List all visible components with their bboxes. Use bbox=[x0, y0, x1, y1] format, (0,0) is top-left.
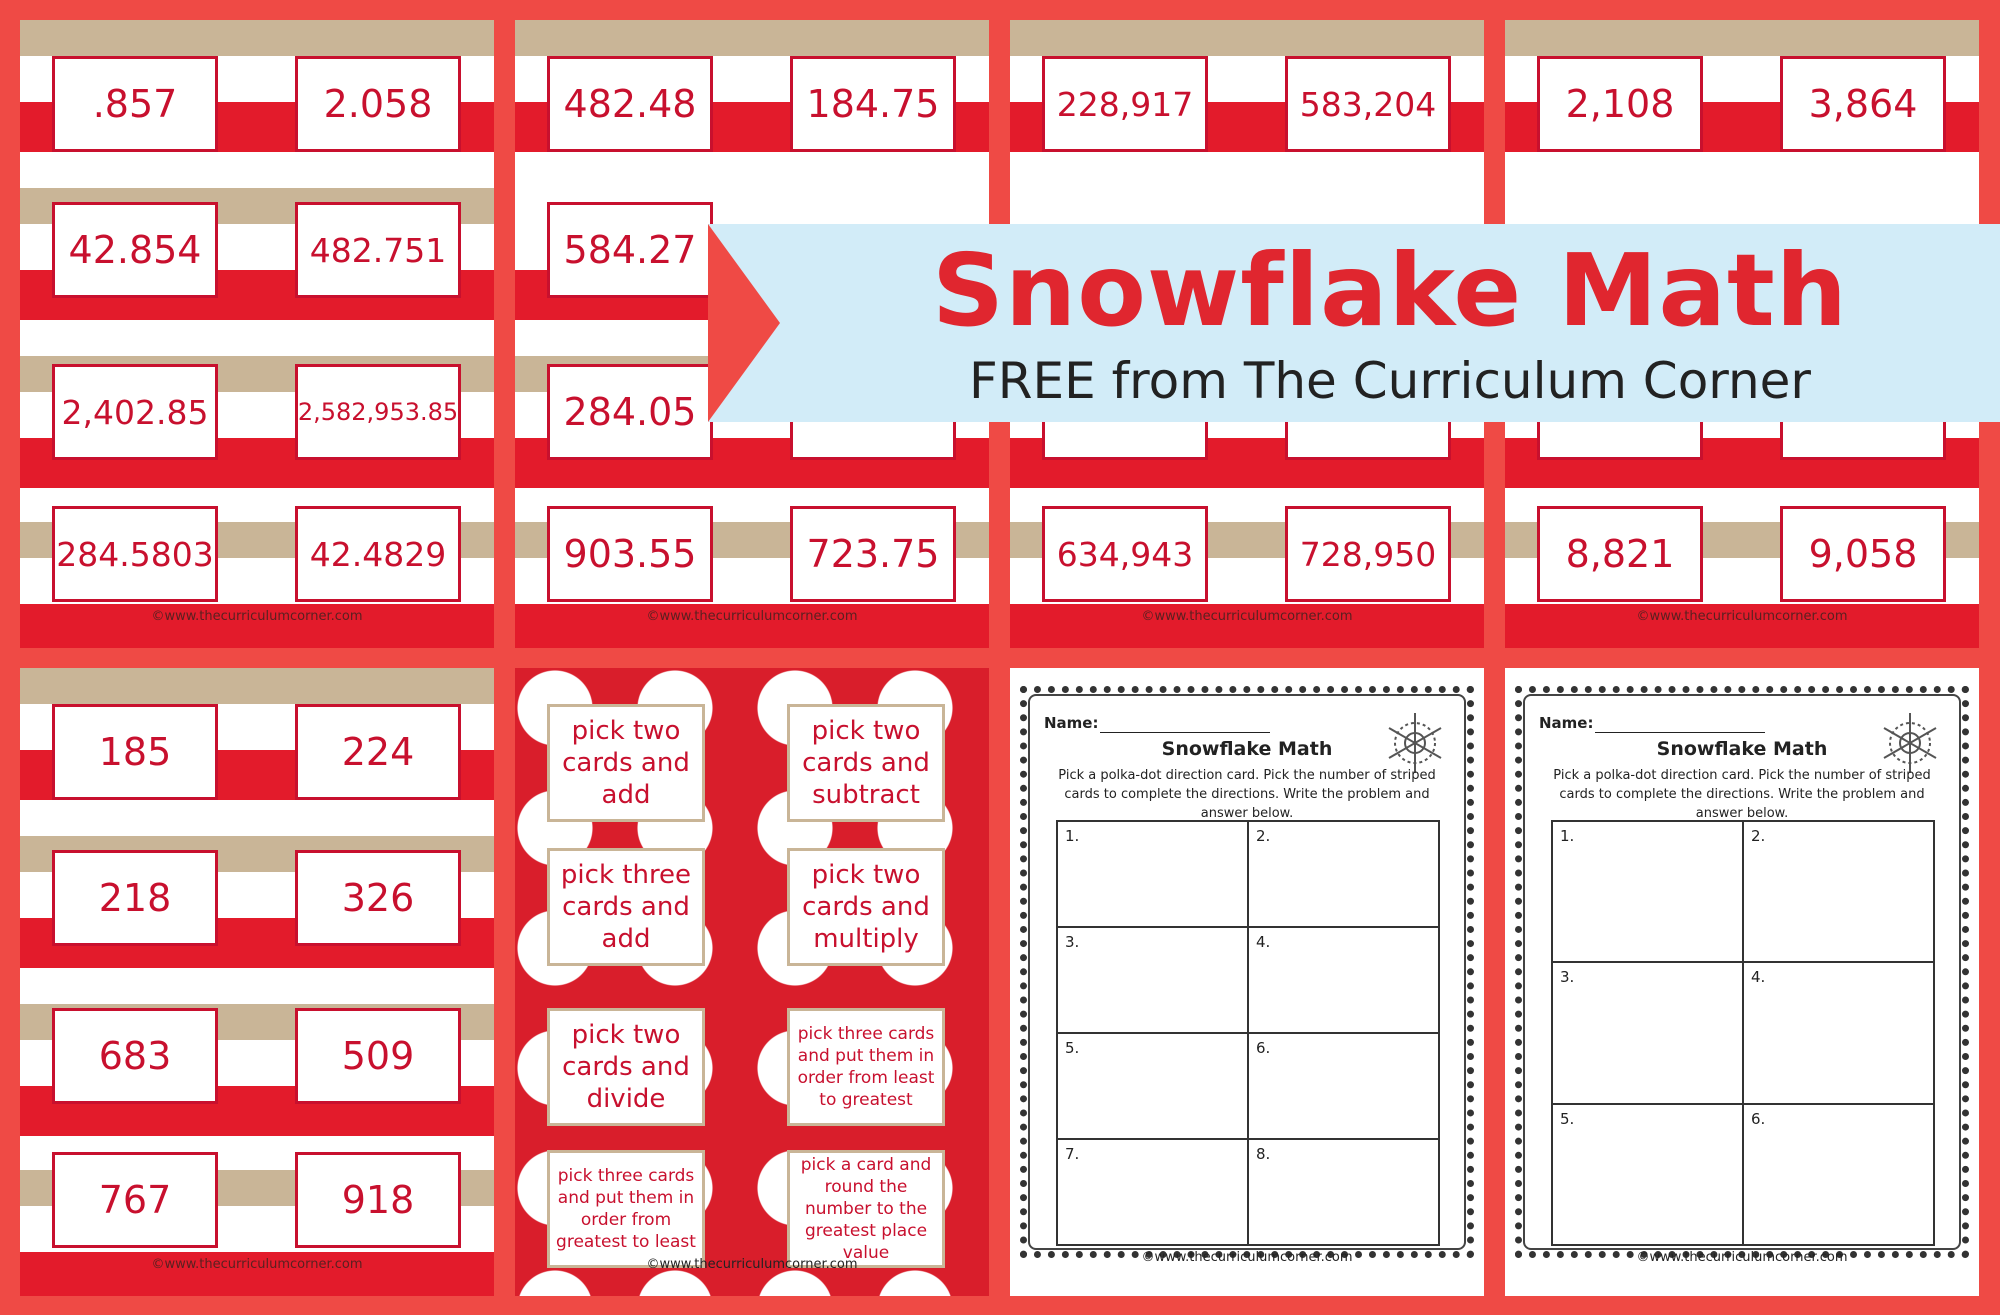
number-card: 8,821 bbox=[1537, 506, 1703, 602]
answer-cell: 1. bbox=[1552, 821, 1743, 962]
number-card: 2,582,953.85 bbox=[295, 364, 461, 460]
answer-cell: 6. bbox=[1248, 1033, 1439, 1139]
number-card: 584.27 bbox=[547, 202, 713, 298]
copyright: ©www.thecurriculumcorner.com bbox=[151, 1257, 363, 1272]
name-label: Name: bbox=[1044, 714, 1099, 732]
stripe bbox=[1505, 20, 1979, 56]
copyright: ©www.thecurriculumcorner.com bbox=[1141, 1250, 1353, 1265]
name-label: Name: bbox=[1539, 714, 1594, 732]
worksheet-instructions: Pick a polka-dot direction card. Pick the number of striped cards to complete the directions. Write the problem and answer below. bbox=[1553, 768, 1931, 821]
number-card: 284.5803 bbox=[52, 506, 218, 602]
number-card: 728,950 bbox=[1285, 506, 1451, 602]
answer-cell: 6. bbox=[1743, 1104, 1934, 1245]
answer-cell: 8. bbox=[1248, 1139, 1439, 1245]
answer-cell: 5. bbox=[1057, 1033, 1248, 1139]
direction-card: pick a card and round the number to the greatest place value bbox=[787, 1150, 945, 1268]
number-card: 918 bbox=[295, 1152, 461, 1248]
answer-grid bbox=[1551, 820, 1935, 1246]
direction-card: pick three cards and add bbox=[547, 848, 705, 966]
copyright: ©www.thecurriculumcorner.com bbox=[1636, 1250, 1848, 1265]
number-card: 482.751 bbox=[295, 202, 461, 298]
answer-cell: 3. bbox=[1552, 962, 1743, 1103]
number-card-sheet-5 bbox=[20, 668, 494, 1296]
answer-cell: 2. bbox=[1743, 821, 1934, 962]
answer-cell: 5. bbox=[1552, 1104, 1743, 1245]
number-card: 2,402.85 bbox=[52, 364, 218, 460]
answer-cell: 7. bbox=[1057, 1139, 1248, 1245]
direction-card: pick two cards and subtract bbox=[787, 704, 945, 822]
answer-grid bbox=[1056, 820, 1440, 1246]
number-card: 634,943 bbox=[1042, 506, 1208, 602]
number-card: 184.75 bbox=[790, 56, 956, 152]
direction-card: pick two cards and divide bbox=[547, 1008, 705, 1126]
number-card: 509 bbox=[295, 1008, 461, 1104]
number-card: .857 bbox=[52, 56, 218, 152]
name-line bbox=[1100, 732, 1270, 733]
number-card: 723.75 bbox=[790, 506, 956, 602]
direction-card: pick three cards and put them in order from least to greatest bbox=[787, 1008, 945, 1126]
number-card: 2,108 bbox=[1537, 56, 1703, 152]
worksheet-title: Snowflake Math bbox=[1161, 738, 1333, 760]
stripe bbox=[20, 668, 494, 704]
answer-cell: 3. bbox=[1057, 927, 1248, 1033]
copyright: ©www.thecurriculumcorner.com bbox=[646, 1257, 858, 1272]
direction-card: pick two cards and add bbox=[547, 704, 705, 822]
number-card: 2.058 bbox=[295, 56, 461, 152]
number-card: 284.05 bbox=[547, 364, 713, 460]
worksheet-instructions: Pick a polka-dot direction card. Pick the number of striped cards to complete the directions. Write the problem and answer below. bbox=[1058, 768, 1436, 821]
stripe bbox=[1010, 20, 1484, 56]
number-card: 42.4829 bbox=[295, 506, 461, 602]
banner-notch bbox=[708, 224, 780, 422]
number-card: 9,058 bbox=[1780, 506, 1946, 602]
direction-card: pick two cards and multiply bbox=[787, 848, 945, 966]
stripe bbox=[515, 20, 989, 56]
number-card: 228,917 bbox=[1042, 56, 1208, 152]
direction-card-sheet bbox=[515, 668, 989, 1296]
copyright: ©www.thecurriculumcorner.com bbox=[1141, 609, 1353, 624]
number-card: 185 bbox=[52, 704, 218, 800]
number-card: 903.55 bbox=[547, 506, 713, 602]
number-card: 3,864 bbox=[1780, 56, 1946, 152]
number-card: 326 bbox=[295, 850, 461, 946]
number-card: 42.854 bbox=[52, 202, 218, 298]
copyright: ©www.thecurriculumcorner.com bbox=[151, 609, 363, 624]
name-line bbox=[1595, 732, 1765, 733]
number-card-sheet-1 bbox=[20, 20, 494, 648]
copyright: ©www.thecurriculumcorner.com bbox=[1636, 609, 1848, 624]
number-card: 583,204 bbox=[1285, 56, 1451, 152]
direction-card: pick three cards and put them in order from greatest to least bbox=[547, 1150, 705, 1268]
worksheet-8-problems bbox=[1010, 668, 1484, 1296]
number-card: 218 bbox=[52, 850, 218, 946]
number-card: 482.48 bbox=[547, 56, 713, 152]
stripe bbox=[20, 20, 494, 56]
answer-cell: 2. bbox=[1248, 821, 1439, 927]
answer-cell: 4. bbox=[1248, 927, 1439, 1033]
banner-subtitle: FREE from The Curriculum Corner bbox=[969, 352, 1811, 410]
number-card: 767 bbox=[52, 1152, 218, 1248]
answer-cell: 4. bbox=[1743, 962, 1934, 1103]
worksheet-6-problems bbox=[1505, 668, 1979, 1296]
copyright: ©www.thecurriculumcorner.com bbox=[646, 609, 858, 624]
worksheet-title: Snowflake Math bbox=[1656, 738, 1828, 760]
number-card: 683 bbox=[52, 1008, 218, 1104]
answer-cell: 1. bbox=[1057, 821, 1248, 927]
banner-title: Snowflake Math bbox=[931, 232, 1848, 349]
number-card: 224 bbox=[295, 704, 461, 800]
